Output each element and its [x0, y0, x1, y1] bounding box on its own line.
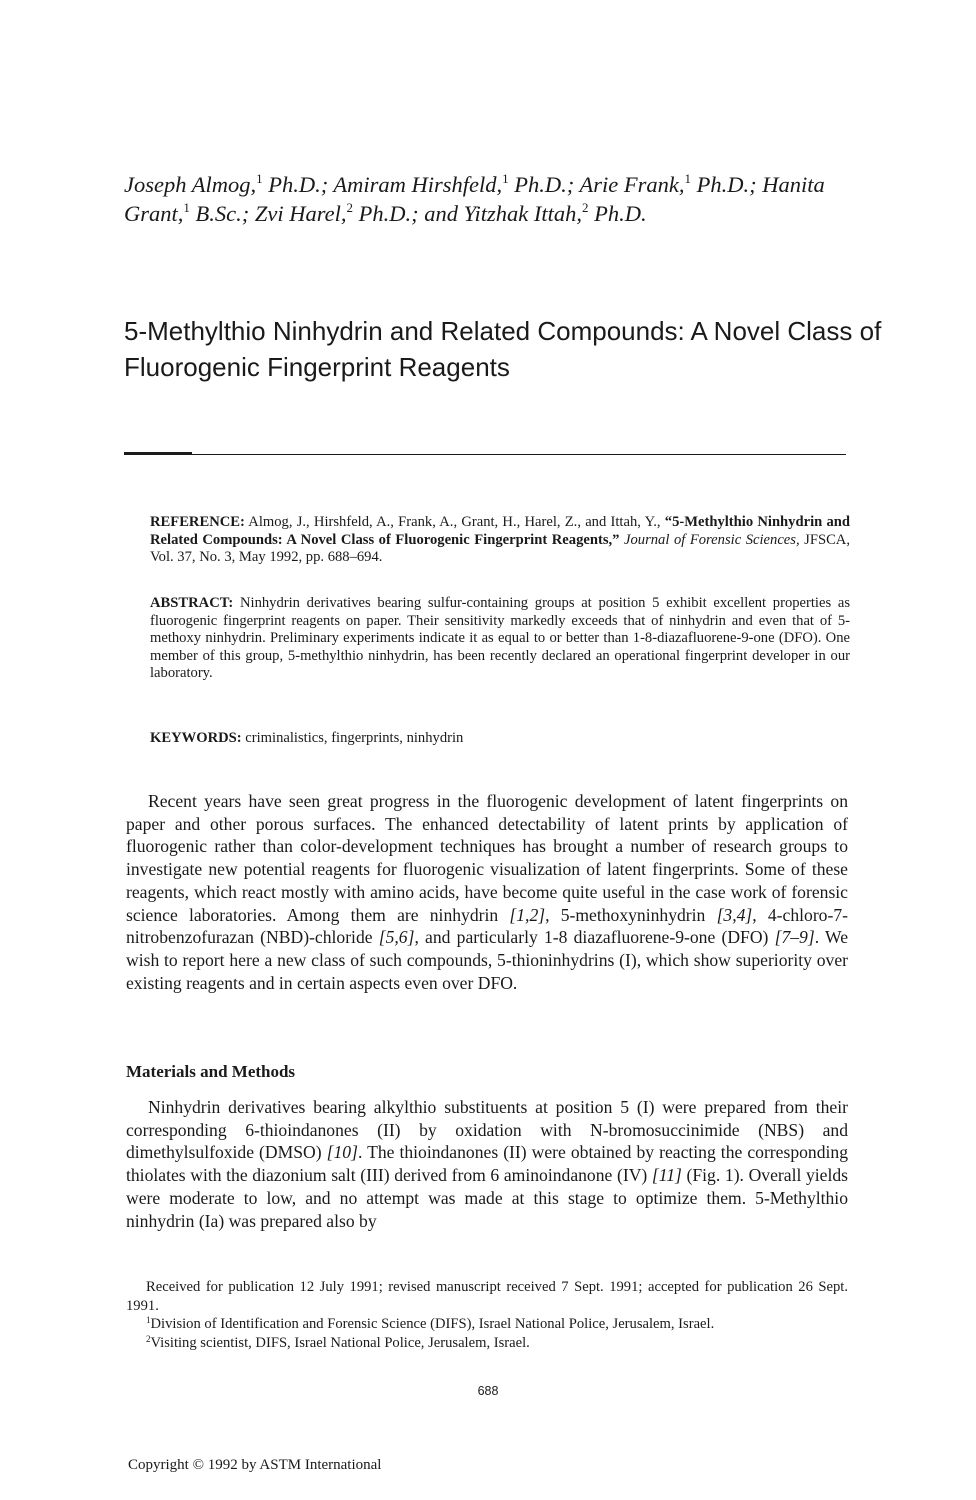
received-note: Received for publication 12 July 1991; revised manuscript received 7 Sept. 1991; accepted for publication 26 Sept. 1991.: [126, 1279, 848, 1314]
copyright-notice: Copyright © 1992 by ASTM International: [128, 1457, 382, 1473]
footnote-2: [146, 1334, 848, 1353]
author-name: Yitzhak Ittah,: [463, 201, 583, 226]
author-list: [124, 170, 864, 228]
reference-journal: Journal of Forensic Sciences,: [619, 531, 800, 548]
text-run: . The thioindanones (II) were obtained by reacting the corresponding thiolates with the diazonium salt (III) derived from 6 aminoindanone (IV): [126, 1142, 848, 1186]
author-name: Zvi Harel,: [254, 201, 347, 226]
abstract-text: Ninhydrin derivatives bearing sulfur-containing groups at position 5 exhibit excellent properties as fluorogenic fingerprint reagents on paper. Their sensitivity markedly exceeds that of ninhydrin and even that of 5-methoxy ninhydrin. Preliminary experiments indicate it as equal to or better than 1-8-diazafluorene-9-one (DFO). One member of this group, 5-methylthio ninhydrin, has been recently declared an operational fingerprint developer in our laboratory.: [150, 595, 850, 682]
title-rule: [124, 454, 846, 455]
affiliation-marker: 1: [684, 171, 691, 186]
text-run: (Fig. 1). Overall yields were moderate to low, and no attempt was made at this stage to optimize them. 5-Methylthio ninhydrin (Ia) was prepared also by: [126, 1165, 849, 1231]
intro-paragraph: [126, 790, 848, 994]
author-name: Amiram Hirshfeld,: [333, 172, 503, 197]
text-run: . We wish to report here a new class of such compounds, 5-thioninhydrins (I), which show superiority over existing reagents and in certain aspects even over DFO.: [126, 927, 848, 993]
text-run: Recent years have seen great progress in the fluorogenic development of latent fingerprints on paper and other porous surfaces. The enhanced detectability of latent prints by application of fluorogenic rather than color-development techniques has brought a number of research groups to investigate new potential reagents for fluorogenic visualization of latent fingerprints. Some of these reagents, which react mostly with amino acids, have become quite useful in the case work of forensic science laboratories. Among them are ninhydrin: [126, 791, 848, 925]
footnote-marker: 1: [146, 1315, 151, 1325]
reference-label: REFERENCE:: [150, 514, 245, 530]
citation: [7–9]: [774, 927, 815, 948]
author-degree: Ph.D.;: [508, 172, 580, 197]
text-run: , 5-methoxyninhydrin: [545, 904, 717, 925]
keywords-block: [150, 730, 850, 748]
citation: [10]: [326, 1142, 358, 1163]
author-degree: Ph.D.;: [691, 172, 763, 197]
reference-block: [150, 514, 850, 567]
affiliation-marker: 1: [183, 200, 190, 215]
methods-paragraph: [126, 1096, 848, 1232]
text-run: Ninhydrin derivatives bearing alkylthio substituents at position 5 (I) were prepared from their corresponding 6-thioindanones (II) by oxidation with N-bromosuccinimide (NBS) and dimethylsulfoxide (DMSO): [126, 1097, 848, 1163]
reference-details: JFSCA, Vol. 37, No. 3, May 1992, pp. 688–694.: [150, 531, 850, 566]
citation: [1,2]: [509, 904, 546, 925]
affiliation-marker: 2: [346, 200, 354, 215]
affiliation-marker: 1: [256, 171, 263, 186]
author-name: Arie Frank,: [579, 172, 685, 197]
citation: [5,6]: [378, 927, 415, 948]
reference-authors: Almog, J., Hirshfeld, A., Frank, A., Grant, H., Harel, Z., and Ittah, Y.,: [244, 514, 665, 530]
affiliation-marker: 2: [582, 200, 589, 215]
abstract-block: [150, 595, 850, 683]
footnote-marker: 2: [146, 1334, 151, 1344]
citation: [3,4]: [716, 904, 753, 925]
affiliation-marker: 1: [502, 171, 509, 186]
author-degree: Ph.D.;: [262, 172, 334, 197]
section-heading: Materials and Methods: [126, 1062, 296, 1081]
keywords-label: KEYWORDS:: [150, 730, 242, 746]
abstract-label: ABSTRACT:: [150, 595, 234, 611]
reference-title: “5-Methylthio Ninhydrin and Related Compounds: A Novel Class of Fluorogenic Fingerprint Reagents,”: [150, 514, 850, 548]
citation: [11]: [651, 1165, 682, 1186]
footnote-text: Division of Identification and Forensic Science (DIFS), Israel National Police, Jerusalem, Israel.: [150, 1316, 715, 1332]
author-degree: Ph.D.: [588, 201, 647, 226]
author-degree: Ph.D.; and: [353, 201, 464, 226]
text-run: , 4-chloro-7-nitrobenzofurazan (NBD)-chloride: [126, 904, 848, 948]
author-degree: B.Sc.;: [189, 201, 255, 226]
text-run: , and particularly 1-8 diazafluorene-9-one (DFO): [414, 927, 775, 948]
footnote-1: [146, 1315, 848, 1334]
keywords-text: criminalistics, fingerprints, ninhydrin: [241, 730, 464, 746]
author-name: Joseph Almog,: [124, 172, 257, 197]
author-name: Hanita Grant,: [124, 172, 825, 226]
page-number: 688: [477, 1384, 499, 1398]
footnote-text: Visiting scientist, DIFS, Israel National Police, Jerusalem, Israel.: [150, 1335, 530, 1351]
paper-title: 5-Methylthio Ninhydrin and Related Compounds: A Novel Class of Fluorogenic Fingerprint Reagents: [124, 316, 882, 382]
